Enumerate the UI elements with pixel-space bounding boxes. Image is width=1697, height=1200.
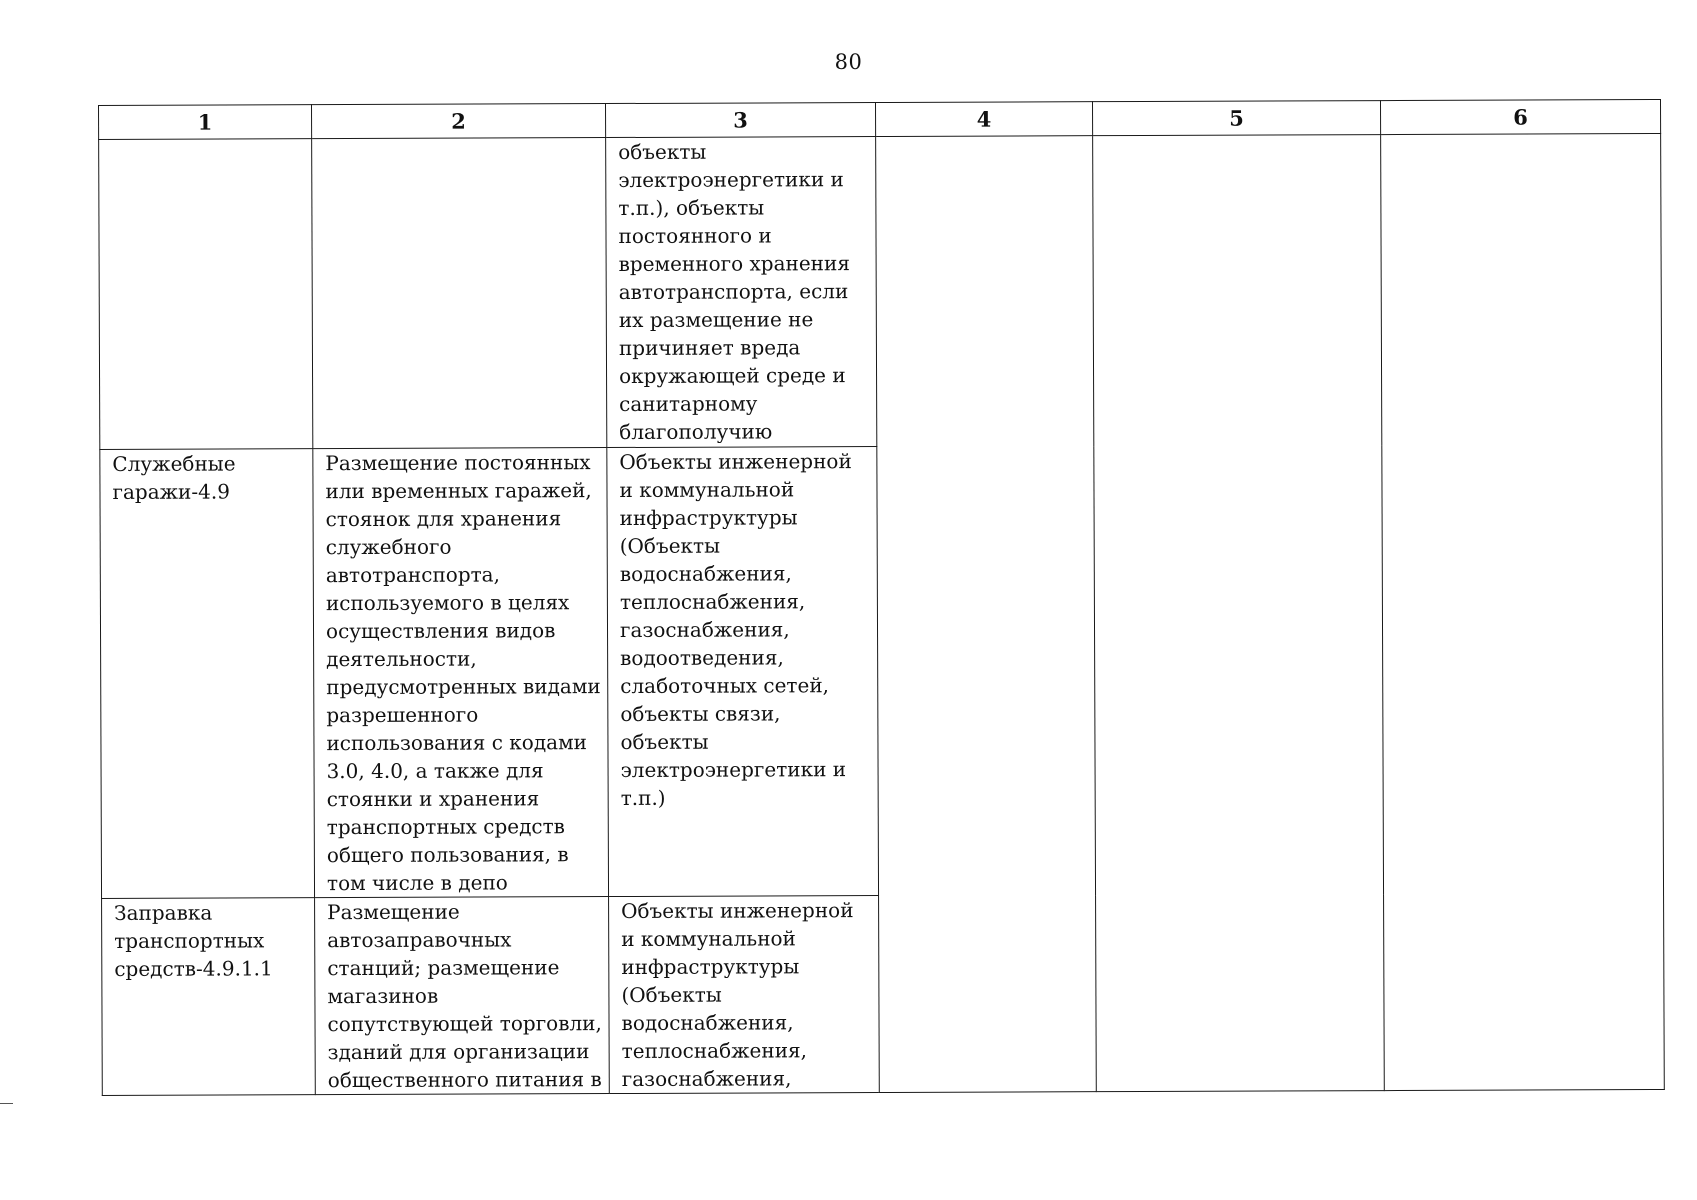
column-header-1: 1 bbox=[99, 105, 312, 140]
cell-text-line: использования с кодами bbox=[326, 730, 587, 756]
cell-text-line: общественного питания в bbox=[327, 1067, 602, 1093]
column-6-cell bbox=[1381, 134, 1665, 1091]
cell-text-line: транспортных средств bbox=[326, 814, 565, 840]
cell-text-line: осуществления видов bbox=[325, 618, 556, 644]
page-number: 80 bbox=[834, 50, 863, 74]
cell-text-line: и коммунальной bbox=[621, 926, 796, 951]
cell-text-line: стоянки и хранения bbox=[326, 786, 540, 812]
row-3-usage-name bbox=[102, 898, 316, 1096]
cell-text-line: объекты связи, bbox=[620, 701, 781, 726]
cell-text-line: электроэнергетики и bbox=[618, 167, 844, 193]
cell-text-line: магазинов bbox=[327, 983, 439, 1009]
cell-text-line: т.п.), объекты bbox=[618, 195, 765, 221]
cell-text-line: газоснабжения, bbox=[619, 617, 790, 642]
cell-text-line: транспортных bbox=[114, 928, 265, 953]
column-header-4: 4 bbox=[875, 102, 1092, 137]
column-header-5: 5 bbox=[1092, 101, 1380, 136]
column-5-cell bbox=[1093, 135, 1385, 1092]
cell-text-line: том числе в депо bbox=[326, 870, 508, 896]
row-1-usage-name bbox=[99, 139, 313, 450]
cell-text-line: и коммунальной bbox=[619, 477, 795, 503]
cell-text-line: деятельности, bbox=[326, 646, 477, 672]
cell-text-line: автозаправочных bbox=[327, 927, 512, 953]
cell-text-line: водоснабжения, bbox=[619, 561, 792, 586]
cell-text-line: постоянного и bbox=[618, 223, 772, 249]
cell-text-line: гаражи-4.9 bbox=[112, 479, 230, 504]
cell-text-line: электроэнергетики и bbox=[620, 757, 847, 782]
row-1-permitted-objects bbox=[606, 137, 877, 448]
cell-text-line: газоснабжения, bbox=[621, 1066, 792, 1091]
cell-text-line: стоянок для хранения bbox=[325, 506, 562, 532]
cell-text-line: благополучию bbox=[619, 419, 773, 445]
cell-text-line: санитарному bbox=[619, 391, 758, 417]
cell-text-line: (Объекты bbox=[621, 982, 722, 1007]
cell-text-line: используемого в целях bbox=[325, 590, 570, 616]
cell-text-line: Объекты инженерной bbox=[619, 449, 852, 475]
table-row bbox=[99, 134, 1662, 450]
cell-text-line: Размещение bbox=[327, 899, 460, 925]
cell-text-line: служебного bbox=[325, 534, 452, 560]
cell-text-line: теплоснабжения, bbox=[619, 589, 806, 614]
cell-text-line: 3.0, 4.0, а также для bbox=[326, 758, 544, 784]
row-3-permitted-objects bbox=[609, 896, 880, 1094]
cell-text-line: инфраструктуры bbox=[619, 505, 798, 531]
zoning-table bbox=[98, 99, 1665, 1096]
column-header-2: 2 bbox=[312, 104, 606, 139]
cell-text-line: общего пользования, в bbox=[326, 842, 569, 868]
cell-text-line: (Объекты bbox=[619, 533, 721, 558]
cell-text-line: Служебные bbox=[112, 451, 236, 476]
cell-text-line: автотранспорта, bbox=[325, 562, 500, 588]
cell-text-line: водоотведения, bbox=[620, 645, 784, 670]
cell-text-line: инфраструктуры bbox=[621, 954, 800, 979]
cell-text-line: т.п.) bbox=[620, 785, 666, 810]
cell-text-line: временного хранения bbox=[618, 251, 850, 277]
cell-text-line: предусмотренных видами bbox=[326, 674, 601, 700]
row-2-usage-description bbox=[313, 448, 609, 898]
cell-text-line: сопутствующей торговли, bbox=[327, 1011, 602, 1037]
cell-text-line: или временных гаражей, bbox=[325, 478, 592, 504]
cell-text-line: окружающей среде и bbox=[618, 363, 846, 389]
cell-text-line: разрешенного bbox=[326, 702, 479, 728]
cell-text-line: причиняет вреда bbox=[618, 335, 801, 361]
cell-text-line: слаботочных сетей, bbox=[620, 673, 830, 698]
row-2-usage-name bbox=[100, 449, 315, 899]
cell-text-line: зданий для организации bbox=[327, 1039, 590, 1065]
row-1-usage-description bbox=[312, 138, 607, 449]
scan-edge-mark bbox=[0, 1103, 13, 1104]
cell-text-line: теплоснабжения, bbox=[621, 1038, 808, 1063]
cell-text-line: водоснабжения, bbox=[621, 1010, 794, 1035]
cell-text-line: их размещение не bbox=[618, 307, 814, 333]
cell-text-line: станций; размещение bbox=[327, 955, 560, 981]
row-3-usage-description bbox=[315, 897, 610, 1095]
column-header-6: 6 bbox=[1380, 100, 1660, 135]
cell-text-line: средств-4.9.1.1 bbox=[114, 956, 273, 981]
column-4-cell bbox=[876, 136, 1097, 1093]
cell-text-line: Размещение постоянных bbox=[325, 450, 591, 476]
cell-text-line: Объекты инженерной bbox=[621, 898, 854, 923]
cell-text-line: автотранспорта, если bbox=[618, 279, 849, 305]
cell-text-line: Заправка bbox=[114, 900, 213, 925]
row-2-permitted-objects bbox=[607, 447, 879, 897]
cell-text-line: объекты bbox=[618, 139, 707, 165]
cell-text-line: объекты bbox=[620, 729, 709, 754]
column-header-3: 3 bbox=[605, 103, 875, 138]
